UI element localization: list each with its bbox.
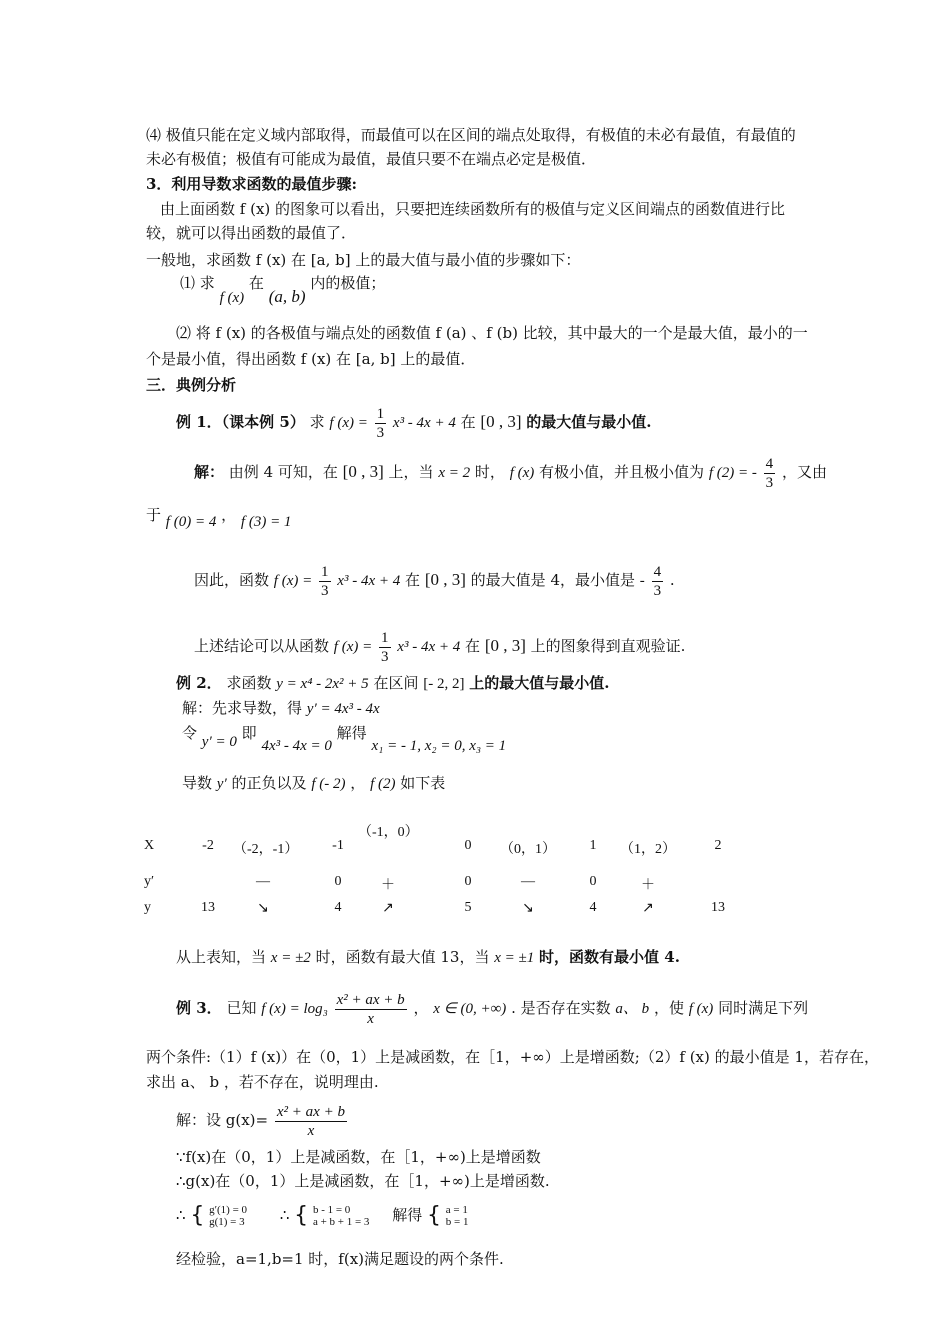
- table-cell: ↘: [522, 901, 534, 916]
- paragraph: 求出 a、 b ，若不存在，说明理由.: [146, 1073, 379, 1091]
- table-cell: ↘: [257, 901, 269, 916]
- table-cell: ＋: [641, 878, 655, 893]
- fraction: $\frac{1}{3}$: [321, 563, 329, 599]
- text: 在: [405, 571, 421, 589]
- step-1-text: 内的极值；: [310, 274, 386, 292]
- text: 导数: [182, 774, 213, 792]
- paragraph: 未必有极值；极值有可能成为最值，最值只要不在端点必定是极值．: [146, 150, 597, 168]
- example-2-conclusion: [176, 946, 680, 969]
- table-cell: ＋: [381, 878, 395, 893]
- formula: y = x⁴ - 2x² + 5: [276, 676, 369, 692]
- paragraph: 经检验，a=1,b=1 时，f(x)满足题设的两个条件.: [176, 1250, 504, 1268]
- text: 有极小值，并且极小值为: [539, 463, 705, 481]
- text: 时，: [474, 463, 505, 481]
- text: ∴: [176, 1206, 186, 1224]
- section-heading: 3．利用导数求函数的最值步骤:: [146, 175, 357, 193]
- formula: a、 b: [615, 1001, 650, 1017]
- equation-system: b - 1 = 0 a + b + 1 = 3: [312, 1204, 370, 1228]
- text: 在: [460, 413, 476, 431]
- text: 上的最大值与最小值.: [469, 674, 610, 692]
- text: 上的图象得到直观验证.: [530, 637, 686, 655]
- text: 在区间: [373, 674, 419, 692]
- paragraph: 一般地，求函数 f (x) 在 [a, b] 上的最大值与最小值的步骤如下：: [146, 251, 581, 269]
- formula: f (x): [509, 465, 535, 481]
- paragraph: ⑵ 将 f (x) 的各极值与端点处的函数值 f (a) 、f (b) 比较，其中最大的一个是最大值，最小的一: [176, 324, 808, 342]
- table-cell: ↗: [382, 901, 394, 916]
- text: 由例 4 可知，在: [228, 463, 338, 481]
- step-1-text: ⑴ 求: [180, 274, 215, 292]
- interval: [0 , 3]: [342, 462, 384, 481]
- formula: 4x³ - 4x = 0: [261, 738, 332, 754]
- conclusion-1: [194, 560, 675, 601]
- brace-icon: {: [427, 1203, 442, 1228]
- text: ，又由: [781, 463, 827, 481]
- solution-1: [194, 452, 827, 493]
- text: ，: [221, 506, 237, 524]
- text: 求: [309, 413, 325, 431]
- step-1-func: f (x): [219, 290, 245, 306]
- formula: f (x): [688, 1001, 714, 1017]
- text: ∴: [279, 1206, 290, 1224]
- fraction: $\frac{\text{x² + ax + b}}{x}$: [336, 991, 405, 1027]
- formula: x = ±2: [270, 950, 311, 966]
- formula: f (- 2): [311, 776, 346, 792]
- formula: y′ = 4x³ - 4x: [306, 701, 380, 717]
- text: . 是否存在实数: [511, 999, 611, 1017]
- table-cell: 13: [711, 900, 725, 915]
- text: 解：设 g(x)=: [176, 1111, 269, 1129]
- text: 上述结论可以从函数: [194, 637, 330, 655]
- formula: f (x) =: [273, 573, 313, 589]
- equation-system: g′(1) = 0 g(1) = 3: [209, 1204, 248, 1228]
- text: 从上表知，当: [176, 948, 267, 966]
- example-2-solve: [182, 722, 507, 754]
- table-cell: 4: [589, 900, 597, 915]
- text: ，使: [653, 999, 684, 1017]
- table-cell: 5: [464, 900, 472, 915]
- table-cell: （-2，-1）: [233, 842, 299, 857]
- table-cell: y′: [144, 874, 155, 889]
- table-cell: 1: [589, 838, 597, 853]
- text: 的正负以及: [231, 774, 307, 792]
- formula: x³ - 4x + 4: [397, 639, 461, 655]
- formula: f (2) = -: [708, 465, 757, 481]
- formula: f (2): [370, 776, 396, 792]
- formula: x³ - 4x + 4: [337, 573, 401, 589]
- paragraph: 两个条件:（1）f (x)）在（0，1）上是减函数，在［1，+∞）上是增函数;（2）f (x) 的最小值是 1，若存在，: [146, 1048, 879, 1066]
- text: 时，函数有最小值 4.: [539, 948, 680, 966]
- interval: [0 , 3]: [480, 412, 522, 431]
- formula: x = 2: [438, 465, 471, 481]
- fraction: $\frac{1}{3}$: [381, 629, 389, 665]
- table-cell: 0: [589, 874, 597, 889]
- table-cell: 13: [201, 900, 215, 915]
- text: 的最大值是 4，最小值是: [470, 571, 635, 589]
- text: 解得: [336, 724, 367, 742]
- formula: f (0) = 4: [165, 514, 217, 530]
- text: ，: [413, 999, 429, 1017]
- fraction: $\frac{\text{x² + ax + b}}{x}$: [276, 1103, 345, 1139]
- text: 求函数: [226, 674, 272, 692]
- table-cell: —: [256, 874, 270, 889]
- fraction: $\frac{4}{3}$: [765, 455, 774, 491]
- paragraph: ∵f(x)在（0，1）上是减函数，在［1，+∞)上是增函数: [176, 1148, 541, 1166]
- formula: f (x) =: [329, 415, 368, 431]
- fraction: $\frac{4}{3}$: [653, 563, 662, 599]
- table-cell: （-1，0）: [358, 825, 419, 840]
- example-3-systems: [176, 1198, 469, 1233]
- text: 即: [241, 724, 257, 742]
- text: 解得: [392, 1206, 423, 1224]
- paragraph: 个是最小值，得出函数 f (x) 在 [a, b] 上的最值．: [146, 350, 476, 368]
- step-1: [180, 272, 386, 306]
- example-3-solution: [176, 1100, 349, 1140]
- table-cell: —: [521, 874, 535, 889]
- interval: [- 2, 2]: [423, 676, 465, 692]
- paragraph: ∴g(x)在（0，1）上是减函数，在［1，+∞)上是增函数.: [176, 1172, 550, 1190]
- brace-icon: {: [190, 1203, 205, 1228]
- paragraph: 较，就可以得出函数的最值了．: [146, 224, 357, 242]
- text: 已知: [226, 999, 257, 1017]
- table-cell: 2: [714, 838, 722, 853]
- table-cell: 0: [464, 874, 472, 889]
- interval: [0 , 3]: [484, 636, 526, 655]
- example-1-heading: [176, 402, 652, 443]
- example-1-label: 例 1．（课本例 5）: [176, 413, 305, 431]
- text: 时，函数有最大值 13，当: [315, 948, 490, 966]
- section-heading: 三．典例分析: [146, 376, 237, 394]
- text: 令: [182, 724, 198, 742]
- text: 在: [465, 637, 481, 655]
- table-cell: 0: [334, 874, 342, 889]
- solution-label: 解：: [194, 463, 225, 481]
- table-cell: 4: [334, 900, 342, 915]
- equation-system: a = 1 b = 1: [445, 1204, 469, 1228]
- table-cell: X: [144, 838, 155, 853]
- formula: x³ - 4x + 4: [392, 415, 456, 431]
- table-cell: -2: [202, 838, 214, 853]
- solution-1-cont: [146, 504, 292, 530]
- interval: [0 , 3]: [424, 570, 466, 589]
- example-2-deriv: [182, 697, 380, 720]
- table-cell: -1: [332, 838, 344, 853]
- formula: f (x) =: [333, 639, 373, 655]
- formula: x₁ = - 1, x₂ = 0, x₃ = 1: [371, 738, 507, 754]
- formula: y′: [216, 776, 227, 792]
- fraction: $\frac{1}{3}$: [376, 405, 385, 441]
- text: 同时满足下列: [718, 999, 809, 1017]
- text: ，: [350, 774, 366, 792]
- step-1-interval: (a, b): [268, 287, 306, 306]
- paragraph: ⑷ 极值只能在定义域内部取得，而最值可以在区间的端点处取得，有极值的未必有最值，有最值的: [146, 126, 796, 144]
- formula: f (3) = 1: [240, 514, 292, 530]
- minus-sign: -: [639, 573, 645, 589]
- text: 的最大值与最小值.: [526, 413, 652, 431]
- example-3-heading: [176, 986, 808, 1031]
- verify-1: [194, 626, 685, 667]
- table-cell: （1，2）: [620, 842, 676, 857]
- step-1-text: 在: [248, 274, 264, 292]
- example-3-label: 例 3．: [176, 999, 222, 1017]
- formula: x = ±1: [494, 950, 535, 966]
- paragraph: 由上面函数 f (x) 的图象可以看出，只要把连续函数所有的极值与定义区间端点的函数值进行比: [160, 200, 786, 218]
- table-cell: y: [144, 900, 151, 915]
- text: .: [669, 571, 675, 589]
- formula: y′ = 0: [201, 734, 237, 750]
- text: 解：先求导数，得: [182, 699, 303, 717]
- text: 如下表: [400, 774, 446, 792]
- text: 因此，函数: [194, 571, 270, 589]
- table-cell: 0: [464, 838, 472, 853]
- example-2-label: 例 2．: [176, 674, 222, 692]
- formula: f (x) = log₃: [261, 1001, 328, 1017]
- text: 上，当: [388, 463, 434, 481]
- text: 于: [146, 506, 162, 524]
- example-2-heading: [176, 672, 610, 695]
- brace-icon: {: [294, 1203, 309, 1228]
- table-cell: ↗: [642, 901, 654, 916]
- example-2-table-intro: [182, 772, 445, 795]
- table-cell: （0，1）: [500, 842, 556, 857]
- formula: x ∈ (0, +∞): [433, 1001, 507, 1017]
